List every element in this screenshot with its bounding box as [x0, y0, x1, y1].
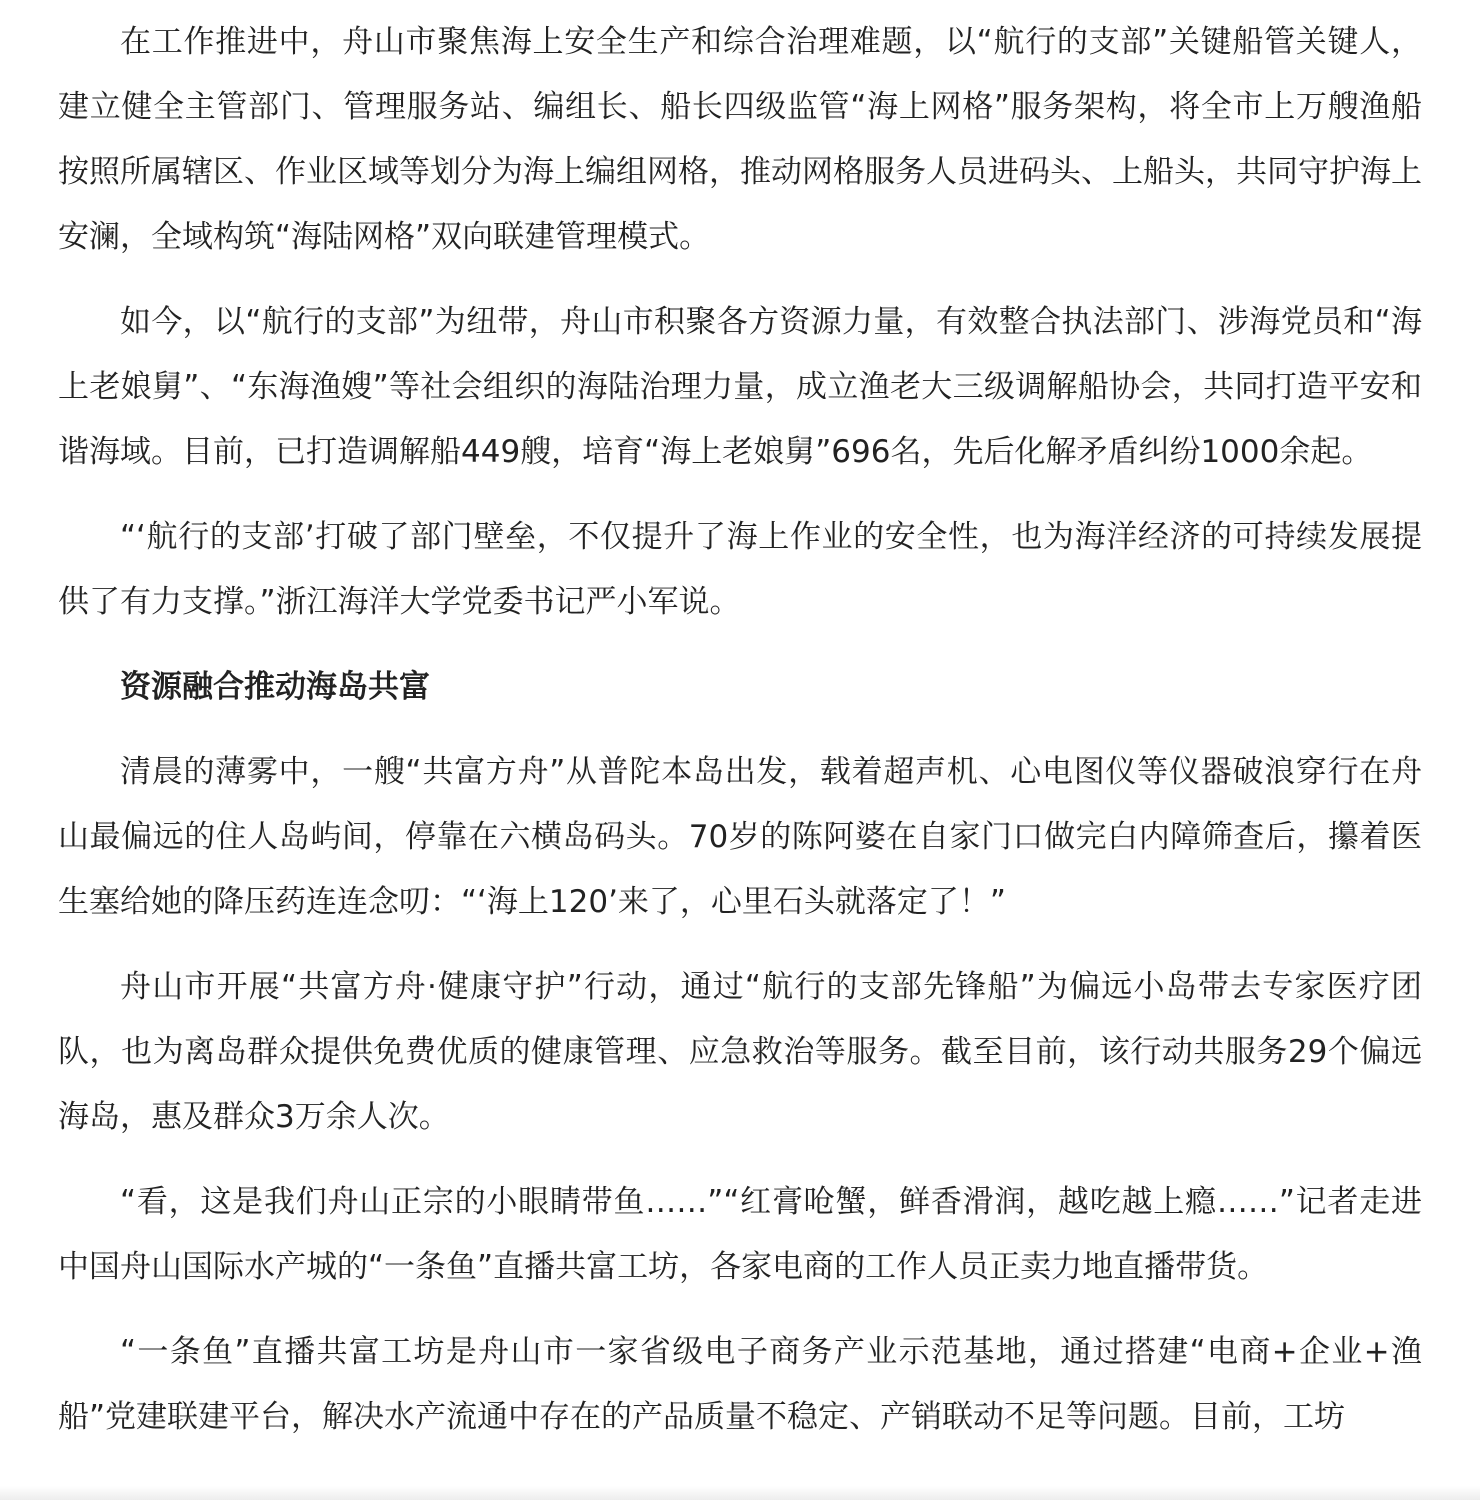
- article-body: [58, 10, 1422, 1470]
- paragraph-health-action: 舟山市开展“共富方舟·健康守护”行动，通过“航行的支部先锋船”为偏远小岛带去专家医疗团队，也为离岛群众提供免费优质的健康管理、应急救治等服务。截至目前，该行动共服务29个偏远海岛，惠及群众3万余人次。: [58, 969, 1422, 1135]
- paragraph-safety-governance: 在工作推进中，舟山市聚焦海上安全生产和综合治理难题，以“航行的支部”关键船管关键人，建立健全主管部门、管理服务站、编组长、船长四级监管“海上网格”服务架构，将全市上万艘渔船按照所属辖区、作业区域等划分为海上编组网格，推动网格服务人员进码头、上船头，共同守护海上安澜，全域构筑“海陆网格”双向联建管理模式。: [58, 24, 1422, 255]
- section-heading: 资源融合推动海岛共富: [120, 669, 430, 705]
- bottom-fade: [0, 1486, 1480, 1500]
- paragraph-ecommerce-base: “一条鱼”直播共富工坊是舟山市一家省级电子商务产业示范基地，通过搭建“电商+企业+渔船”党建联建平台，解决水产流通中存在的产品质量不稳定、产销联动不足等问题。目前，工坊: [58, 1334, 1422, 1435]
- paragraph-medical-boat: 清晨的薄雾中，一艘“共富方舟”从普陀本岛出发，载着超声机、心电图仪等仪器破浪穿行在舟山最偏远的住人岛屿间，停靠在六横岛码头。70岁的陈阿婆在自家门口做完白内障筛查后，攥着医生塞给她的降压药连连念叨：“‘海上120’来了，心里石头就落定了！”: [58, 754, 1422, 920]
- paragraph-mediation-force: 如今，以“航行的支部”为纽带，舟山市积聚各方资源力量，有效整合执法部门、涉海党员和“海上老娘舅”、“东海渔嫂”等社会组织的海陆治理力量，成立渔老大三级调解船协会，共同打造平安和谐海域。目前，已打造调解船449艘，培育“海上老娘舅”696名，先后化解矛盾纠纷1000余起。: [58, 304, 1422, 470]
- paragraph-livestream-workshop: “看，这是我们舟山正宗的小眼睛带鱼……”“红膏呛蟹，鲜香滑润，越吃越上瘾……”记者走进中国舟山国际水产城的“一条鱼”直播共富工坊，各家电商的工作人员正卖力地直播带货。: [58, 1184, 1422, 1285]
- paragraph-quote-university: “‘航行的支部’打破了部门壁垒，不仅提升了海上作业的安全性，也为海洋经济的可持续发展提供了有力支撑。”浙江海洋大学党委书记严小军说。: [58, 519, 1422, 620]
